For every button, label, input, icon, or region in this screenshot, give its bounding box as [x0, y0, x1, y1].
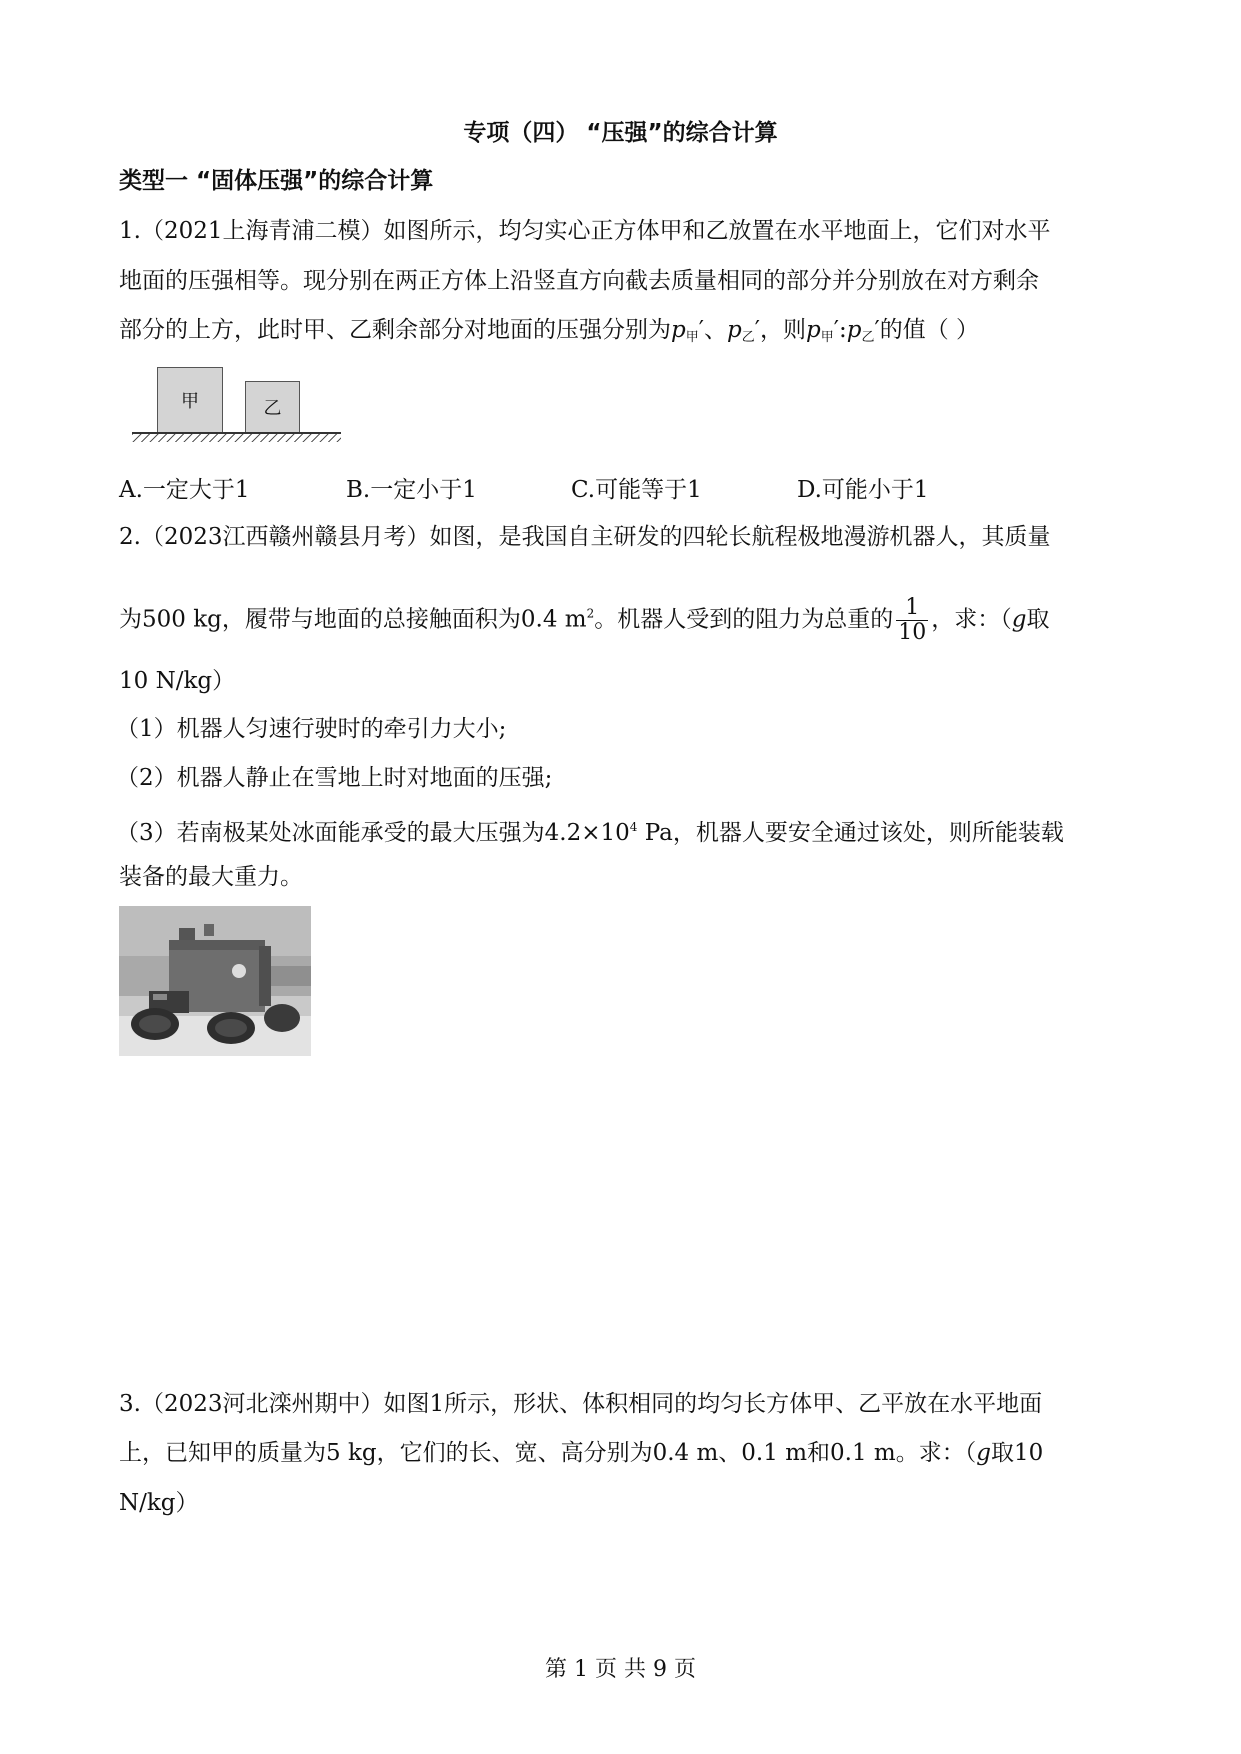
q3-line-2	[119, 1438, 1043, 1468]
q1-line-3-then: ，则	[759, 317, 806, 343]
q2-line-3: 10 N/kg）	[119, 668, 236, 694]
q3-line-2-text: 上，已知甲的质量为5 kg，它们的长、宽、高分别为0.4 m、0.1 m和0.1 m。求：（	[119, 1440, 977, 1466]
yi-subscript: 乙	[741, 330, 755, 345]
q2-line-2-mid: 。机器人受到的阻力为总重的	[594, 606, 894, 633]
q2-sub-3-text: （3）若南极某处冰面能承受的最大压强为4.2×10	[116, 820, 630, 846]
q3-line-3: N/kg）	[119, 1490, 199, 1516]
q1-option-b: B.一定小于1	[346, 477, 477, 503]
q1-option-c: C.可能等于1	[571, 477, 702, 503]
g-symbol: g	[976, 1440, 991, 1466]
q2-line-2	[119, 596, 1049, 645]
q1-line-2: 地面的压强相等。现分别在两正方体上沿竖直方向截去质量相同的部分并分别放在对方剩余	[119, 268, 1039, 294]
fraction-denominator: 10	[898, 620, 927, 645]
q1-line-3-text: 部分的上方，此时甲、乙剩余部分对地面的压强分别为	[119, 317, 671, 343]
ratio-colon: :	[838, 317, 847, 343]
q1-option-a: A.一定大于1	[119, 477, 250, 503]
fraction-numerator: 1	[905, 595, 920, 620]
area-exponent: 2	[586, 606, 595, 621]
q1-line-3	[119, 315, 979, 353]
jia-subscript: 甲	[820, 330, 834, 345]
fraction-one-tenth	[896, 596, 928, 645]
document-title: 专项（四） “压强”的综合计算	[463, 120, 778, 146]
prime-mark: ′	[754, 317, 760, 343]
q1-option-d: D.可能小于1	[797, 477, 929, 503]
q1-line-3-end: 的值（ ）	[879, 317, 979, 343]
q1-line-1: 1.（2021上海青浦二模）如图所示，均匀实心正方体甲和乙放置在水平地面上，它们对水平	[119, 218, 1051, 244]
cube-yi: 乙	[245, 381, 300, 433]
page-footer: 第 1 页 共 9 页	[545, 1657, 696, 1682]
jia-subscript: 甲	[685, 330, 699, 345]
pressure-exponent: 4	[629, 820, 638, 834]
yi-subscript: 乙	[861, 330, 875, 345]
prime-mark: ′	[874, 317, 880, 343]
p-symbol: p	[805, 317, 821, 343]
cube-jia: 甲	[157, 367, 223, 433]
q2-line-2-ask: ，求：（	[931, 606, 1012, 633]
dun-mark: 、	[703, 317, 727, 343]
section-heading: 类型一 “固体压强”的综合计算	[119, 168, 434, 194]
q3-line-2-take: 取10	[990, 1440, 1044, 1466]
q3-line-1: 3.（2023河北滦州期中）如图1所示，形状、体积相同的均匀长方体甲、乙平放在水平地面	[119, 1391, 1043, 1417]
p-symbol: p	[726, 317, 742, 343]
q2-sub-3-rest: Pa，机器人要安全通过该处，则所能装载	[637, 820, 1064, 846]
prime-mark: ′	[698, 317, 704, 343]
p-symbol: p	[671, 317, 686, 343]
g-symbol: g	[1011, 606, 1027, 633]
q2-line-2-text: 为500 kg，履带与地面的总接触面积为0.4 m	[119, 606, 587, 633]
q2-line-1: 2.（2023江西赣州赣县月考）如图，是我国自主研发的四轮长航程极地漫游机器人，其质量	[119, 524, 1051, 550]
q2-sub-3	[116, 812, 1064, 848]
ground-hatch	[132, 434, 341, 442]
prime-mark: ′	[833, 317, 839, 343]
q2-sub-3-cont: 装备的最大重力。	[119, 864, 303, 890]
q2-sub-1: （1）机器人匀速行驶时的牵引力大小;	[116, 716, 507, 742]
q2-sub-2: （2）机器人静止在雪地上时对地面的压强;	[116, 765, 553, 791]
p-symbol: p	[846, 317, 862, 343]
robot-photo	[119, 906, 311, 1056]
q2-line-2-take: 取	[1026, 606, 1050, 633]
